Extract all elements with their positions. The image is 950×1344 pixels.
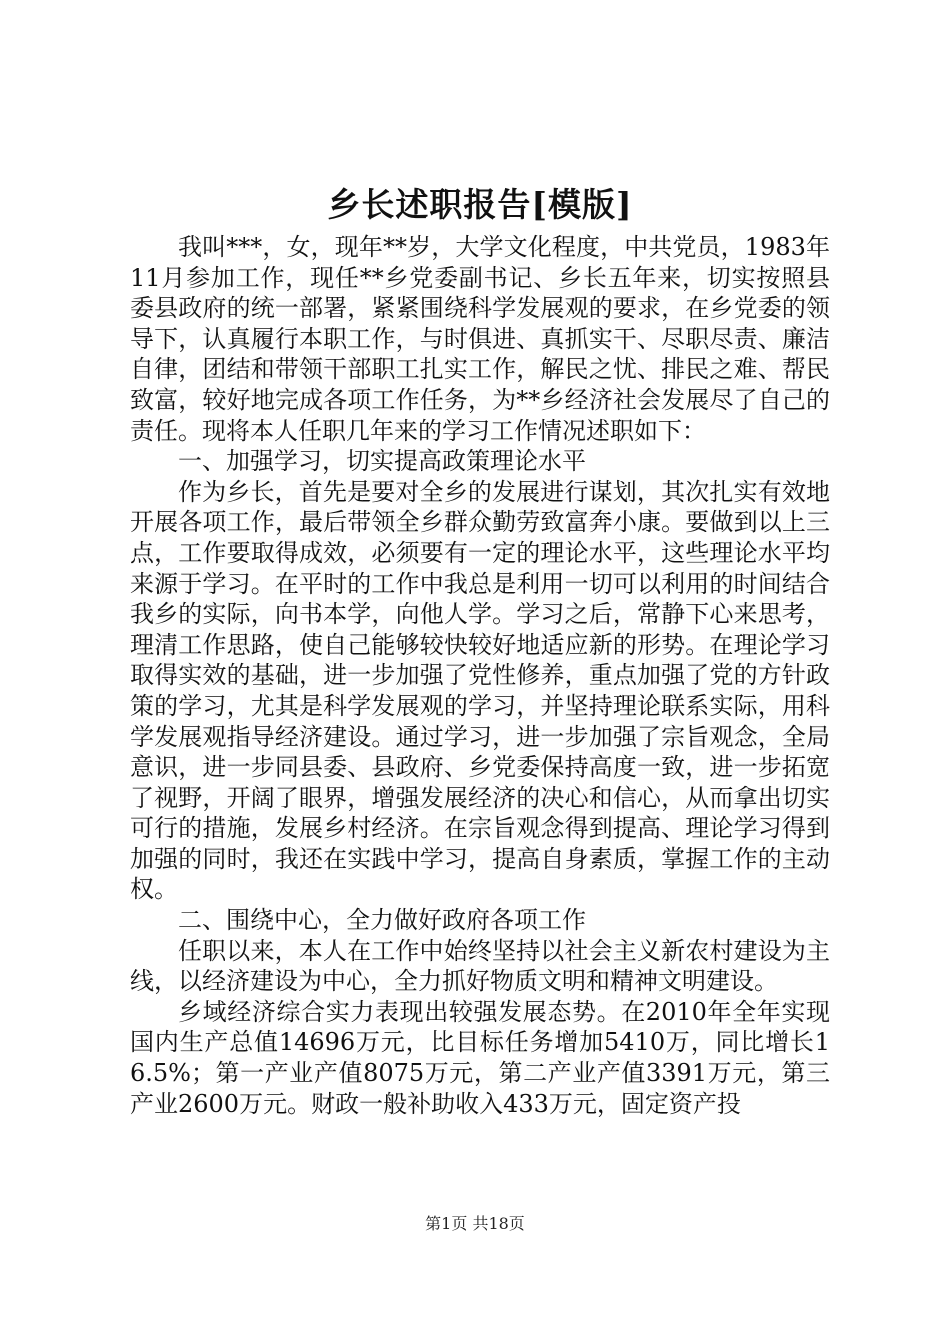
page-footer: 第1页 共18页	[425, 1214, 525, 1233]
paragraph-work: 任职以来，本人在工作中始终坚持以社会主义新农村建设为主线，以经济建设为中心，全力抓好物质文明和精神文明建设。	[130, 936, 830, 996]
section-heading-2: 二、围绕中心，全力做好政府各项工作	[178, 906, 586, 935]
paragraph-study: 作为乡长，首先是要对全乡的发展进行谋划，其次扎实有效地开展各项工作，最后带领全乡群众勤劳致富奔小康。要做到以上三点，工作要取得成效，必须要有一定的理论水平，这些理论水平均来源于学习。在平时的工作中我总是利用一切可以利用的时间结合我乡的实际，向书本学，向他人学。学习之后，常静下心来思考，理清工作思路，使自己能够较快较好地适应新的形势。在理论学习取得实效的基础，进一步加强了党性修养，重点加强了党的方针政策的学习，尤其是科学发展观的学习，并坚持理论联系实际，用科学发展观指导经济建设。通过学习，进一步加强了宗旨观念，全局意识，进一步同县委、县政府、乡党委保持高度一致，进一步拓宽了视野，开阔了眼界，增强发展经济的决心和信心，从而拿出切实可行的措施，发展乡村经济。在宗旨观念得到提高、理论学习得到加强的同时，我还在实践中学习，提高自身素质，掌握工作的主动权。	[130, 477, 830, 904]
paragraph-intro: 我叫***，女，现年**岁，大学文化程度，中共党员，1983年11月参加工作，现任**乡党委副书记、乡长五年来，切实按照县委县政府的统一部署，紧紧围绕科学发展观的要求，在乡党委的领导下，认真履行本职工作，与时俱进、真抓实干、尽职尽责、廉洁自律，团结和带领干部职工扎实工作，解民之忧、排民之难、帮民致富，较好地完成各项工作任务，为**乡经济社会发展尽了自己的责任。现将本人任职几年来的学习工作情况述职如下：	[130, 233, 830, 445]
paragraph-economy: 乡域经济综合实力表现出较强发展态势。在2010年全年实现国内生产总值14696万元，比目标任务增加5410万，同比增长16.5%；第一产业产值8075万元，第二产业产值3391万元，第三产业2600万元。财政一般补助收入433万元，固定资产投	[130, 997, 830, 1118]
document-body	[130, 232, 830, 1119]
document-page	[130, 180, 830, 1119]
section-heading-1: 一、加强学习，切实提高政策理论水平	[178, 447, 586, 476]
document-title: 乡长述职报告[模版]	[327, 185, 633, 224]
